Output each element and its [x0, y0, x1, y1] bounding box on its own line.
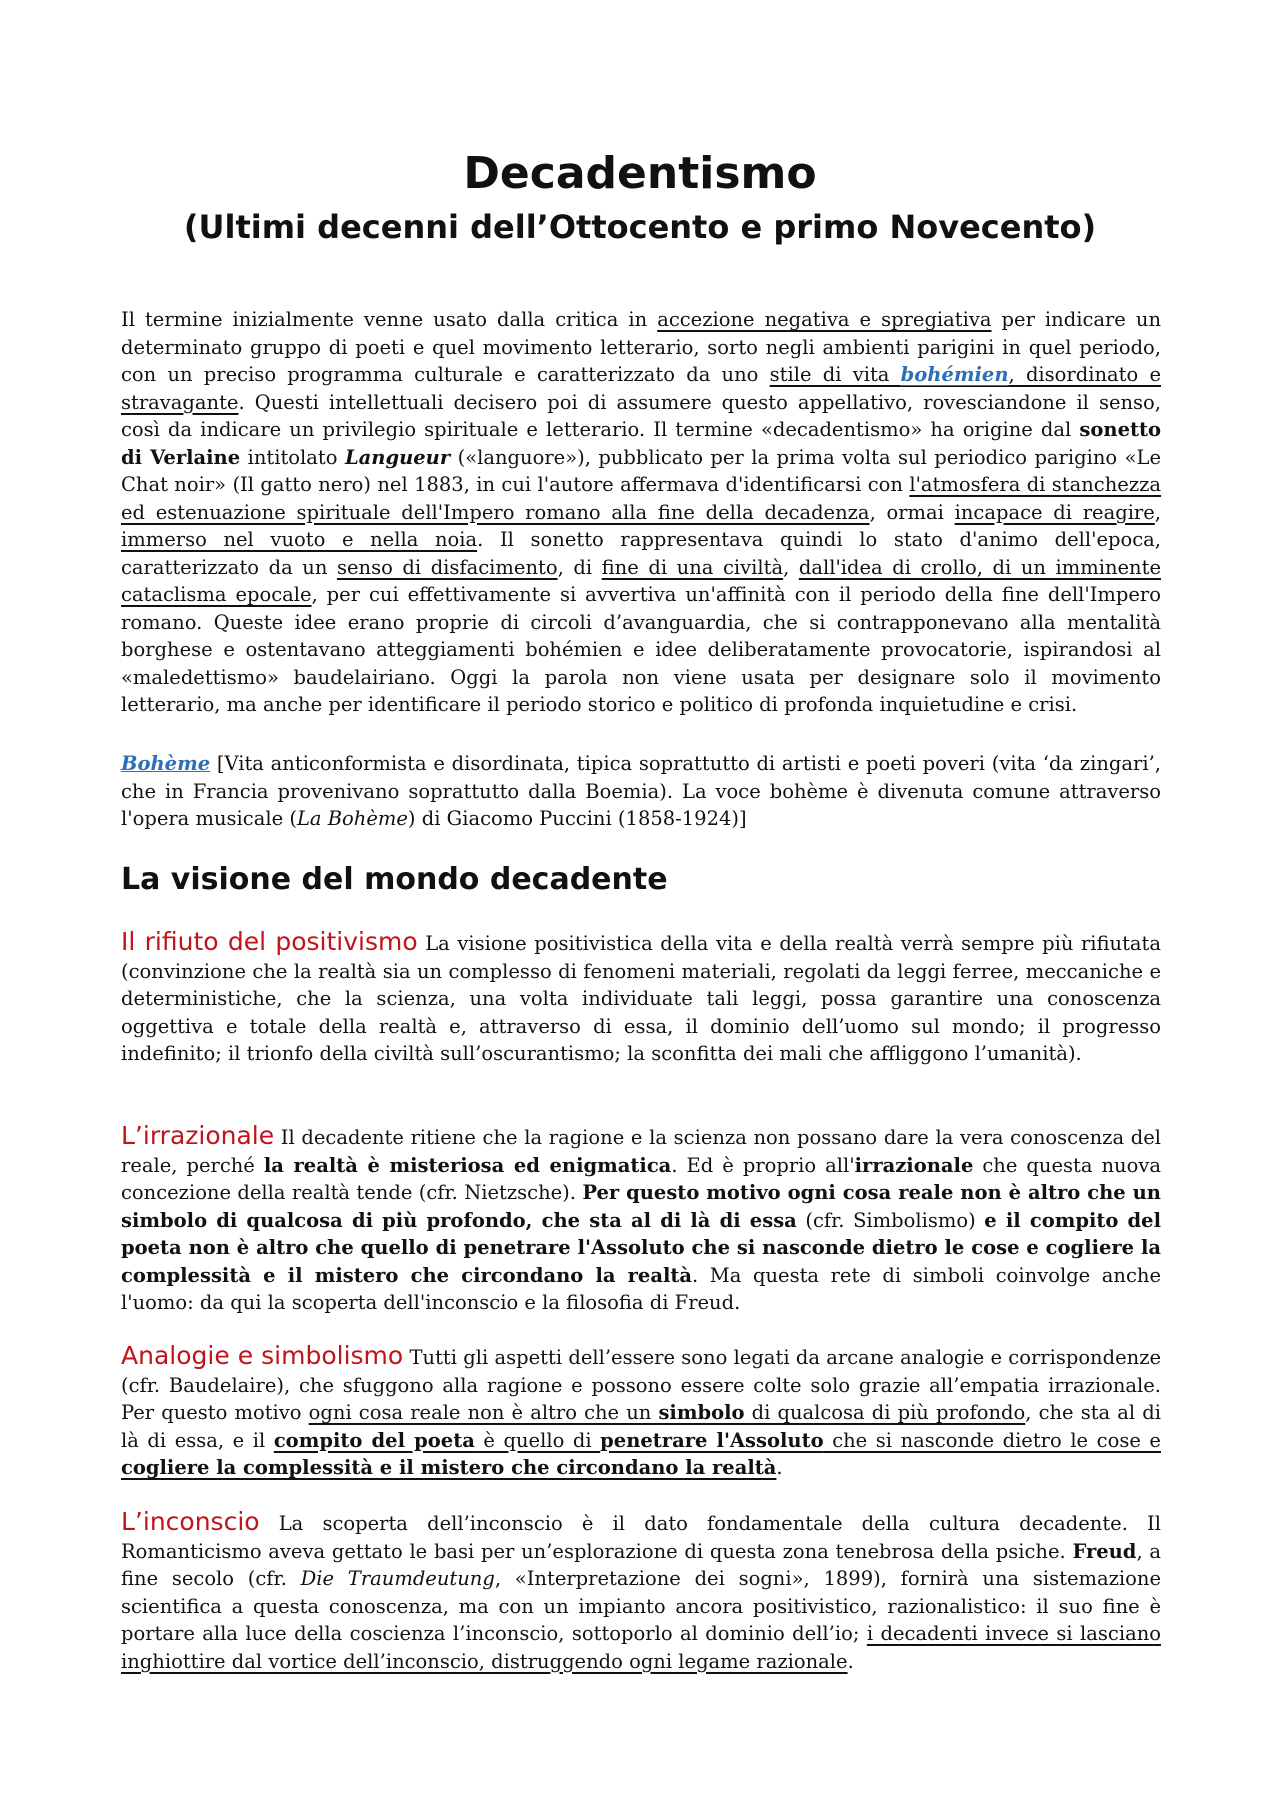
- positivismo-heading: Il rifiuto del positivismo: [121, 927, 418, 956]
- boheme-term-link[interactable]: bohémien: [900, 363, 1009, 386]
- section-heading: La visione del mondo decadente: [121, 862, 668, 897]
- underlined-phrase: incapace di reagire: [954, 500, 1155, 524]
- analogie-heading: Analogie e simbolismo: [121, 1341, 404, 1370]
- underlined-phrase: fine di una civiltà: [601, 555, 784, 579]
- page-subtitle: (Ultimi decenni dell’Ottocento e primo Novecento): [183, 208, 1097, 246]
- boheme-note-term[interactable]: Bohème: [121, 752, 211, 775]
- underlined-phrase: i decadenti invece si lasciano inghiottire dal vortice dell’inconscio, distruggendo ogni legame razionale: [121, 1622, 1161, 1673]
- page-title: Decadentismo: [463, 148, 817, 199]
- positivismo-paragraph: Il rifiuto del positivismo La visione positivistica della vita e della realtà verrà sempre più rifiutata (convinzione che la realtà sia un complesso di fenomeni materiali, regolati da leggi ferree, meccaniche e deterministiche, che la scienza, una volta individuate tali leggi, possa garantire una conoscenza oggettiva e totale della realtà e, attraverso di essa, il dominio dell’uomo sul mondo; il progresso indefinito; il trionfo della civiltà sull’oscurantismo; la sconfitta dei mali che affliggono l’umanità).: [121, 927, 1161, 1065]
- underlined-phrase: accezione negativa e spregiativa: [657, 308, 992, 331]
- irrazionale-heading: L’irrazionale: [121, 1121, 275, 1150]
- inconscio-paragraph: L’inconscio La scoperta dell’inconscio è il dato fondamentale della cultura decadente. Il Romanticismo aveva gettato le basi per un’esplorazione di questa zona tenebrosa della psiche. Freud, a fine secolo (cfr. Die Traumdeutung, «Interpretazione dei sogni», 1899), fornirà una sistemazione scientifica a questa conoscenza, ma con un impianto ancora positivistico, razionalistico: il suo fine è portare alla luce della coscienza l’inconscio, sottoporlo al dominio dell’io; i decadenti invece si lasciano inghiottire dal vortice dell’inconscio, distruggendo ogni legame razionale.: [121, 1507, 1161, 1673]
- underlined-phrase: stile di vita bohémien, disordinato e stravagante: [121, 363, 1161, 414]
- irrazionale-paragraph: L’irrazionale Il decadente ritiene che la ragione e la scienza non possano dare la vera conoscenza del reale, perché la realtà è misteriosa ed enigmatica. Ed è proprio all'irrazionale che questa nuova concezione della realtà tende (cfr. Nietzsche). Per questo motivo ogni cosa reale non è altro che un simbolo di qualcosa di più profondo, che sta al di là di essa (cfr. Simbolismo) e il compito del poeta non è altro che quello di penetrare l'Assoluto che si nasconde dietro le cose e cogliere la complessità e il mistero che circondano la realtà. Ma questa rete di simboli coinvolge anche l'uomo: da qui la scoperta dell'inconscio e la filosofia di Freud.: [121, 1121, 1161, 1314]
- inconscio-heading: L’inconscio: [121, 1507, 260, 1536]
- analogie-paragraph: Analogie e simbolismo Tutti gli aspetti dell’essere sono legati da arcane analogie e corrispondenze (cfr. Baudelaire), che sfuggono alla ragione e possono essere colte solo grazie all’empatia irrazionale. Per questo motivo ogni cosa reale non è altro che un simbolo di qualcosa di più profondo, che sta al di là di essa, e il compito del poeta è quello di penetrare l'Assoluto che si nasconde dietro le cose e cogliere la complessità e il mistero che circondano la realtà.: [121, 1341, 1162, 1479]
- underlined-phrase: l'atmosfera di stanchezza ed estenuazione spirituale dell'Impero romano alla fine della decadenza: [121, 473, 1161, 524]
- underlined-phrase: dall'idea di crollo, di un imminente cataclisma epocale: [121, 555, 1161, 606]
- underlined-phrase: senso di disfacimento: [336, 555, 558, 579]
- underlined-phrase: ogni cosa reale non è altro che un: [308, 1401, 659, 1424]
- boheme-note: Bohème [Vita anticonformista e disordinata, tipica soprattutto di artisti e poeti poveri (vita ‘da zingari’, che in Francia provenivano soprattutto dalla Boemia). La voce bohème è divenuta comune attraverso l'opera musicale (La Bohème) di Giacomo Puccini (1858-1924)]: [121, 752, 1161, 830]
- underlined-phrase: immerso nel vuoto e nella noia: [121, 528, 478, 551]
- intro-paragraph: Il termine inizialmente venne usato dalla critica in accezione negativa e spregiativa per indicare un determinato gruppo di poeti e quel movimento letterario, sorto negli ambienti parigini in quel periodo, con un preciso programma culturale e caratterizzato da uno stile di vita bohémien, disordinato e stravagante. Questi intellettuali decisero poi di assumere questo appellativo, rovesciandone il senso, così da indicare un privilegio spirituale e letterario. Il termine «decadentismo» ha origine dal sonetto di Verlaine intitolato Langueur («languore»), pubblicato per la prima volta sul periodico parigino «Le Chat noir» (Il gatto nero) nel 1883, in cui l'autore affermava d'identificarsi con l'atmosfera di stanchezza ed estenuazione spirituale dell'Impero romano alla fine della decadenza, ormai incapace di reagire, immerso nel vuoto e nella noia. Il sonetto rappresentava quindi lo stato d'animo dell'epoca, caratterizzato da un senso di disfacimento, di fine di una civiltà, dall'idea di crollo, di un imminente cataclisma epocale, per cui effettivamente si avvertiva un'affinità con il periodo della fine dell'Impero romano. Queste idee erano proprie di circoli d’avanguardia, che si contrapponevano alla mentalità borghese e ostentavano atteggiamenti bohémien e idee deliberatamente provocatorie, ispirandosi al «maledettismo» baudelairiano. Oggi la parola non viene usata per designare solo il movimento letterario, ma anche per identificare il periodo storico e politico di profonda inquietudine e crisi.: [121, 308, 1162, 716]
